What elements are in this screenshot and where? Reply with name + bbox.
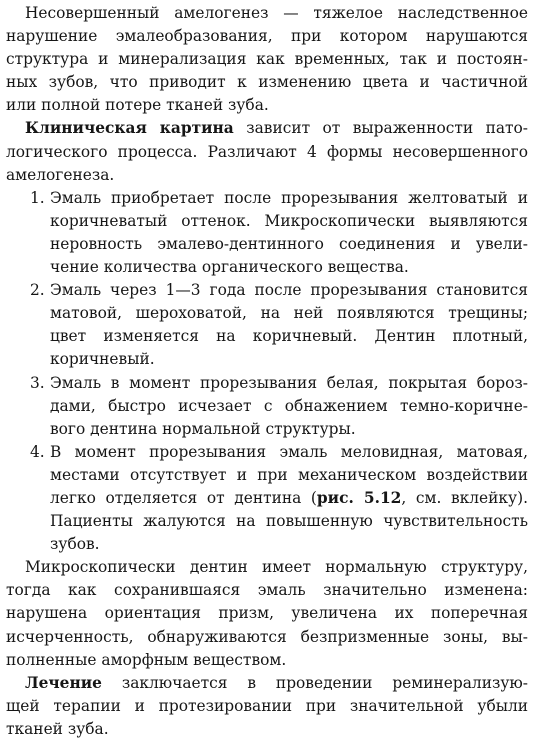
treatment-heading: Лечение	[25, 673, 102, 692]
text-line: полненные аморфным веществом.	[6, 650, 287, 669]
text-line	[6, 117, 528, 140]
text-line: цвет изменяется на коричневый. Дентин плотный,	[50, 327, 528, 346]
list-number: 3.	[30, 373, 45, 392]
text-line	[6, 187, 528, 210]
text-line: чение количества органического вещества.	[50, 258, 409, 277]
text-line: матовой, шероховатой, на ней появляются трещины;	[50, 304, 528, 323]
text-line: коричневатый оттенок. Микроскопически выявляются	[50, 211, 528, 230]
text-run: Эмаль через 1—3 года после прорезывания становится	[50, 281, 528, 300]
text-line: структура и минерализация как временных, так и постоян-	[6, 50, 528, 69]
list-item	[6, 279, 528, 371]
text-run: легко отделяется от дентина (	[50, 488, 317, 507]
text-run: Эмаль приобретает после прорезывания желтоватый и	[50, 188, 528, 207]
text-run: зависит от выраженности пато-	[233, 119, 528, 138]
forms-list	[6, 187, 528, 557]
list-item	[6, 187, 528, 279]
text-line: дами, быстро исчезает с обнажением темно-коричне-	[50, 396, 528, 415]
list-number: 1.	[30, 188, 45, 207]
text-line: тогда как сохранившаяся эмаль значительно изменена:	[6, 581, 528, 600]
text-run: , см. вклейку).	[401, 488, 528, 507]
text-line: зубов.	[50, 535, 100, 554]
text-line: нарушена ориентация призм, увеличена их поперечная	[6, 604, 528, 623]
text-line: тканей зуба.	[6, 719, 109, 738]
text-line: Микроскопически дентин имеет нормальную структуру,	[25, 558, 528, 577]
text-line: или полной потере тканей зуба.	[6, 96, 269, 115]
text-line: амелогенеза.	[6, 165, 115, 184]
list-item	[6, 372, 528, 441]
text-line: нарушение эмалеобразования, при котором нарушаются	[6, 27, 528, 46]
text-run: В момент прорезывания эмаль меловидная, матовая,	[50, 442, 528, 461]
clinical-picture-heading: Клиническая картина	[25, 119, 234, 138]
text-line: коричневый.	[50, 350, 155, 369]
microscopy-paragraph	[6, 556, 528, 671]
text-run: Эмаль в момент прорезывания белая, покрытая бороз-	[50, 373, 528, 392]
treatment-paragraph	[6, 672, 528, 741]
clinical-picture-paragraph	[6, 117, 528, 186]
text-line	[6, 487, 528, 510]
list-item	[6, 441, 528, 556]
text-line: ных зубов, что приводит к изменению цвета и частичной	[6, 73, 528, 92]
text-line: Пациенты жалуются на повышенную чувствительность	[50, 512, 528, 531]
list-number: 4.	[30, 442, 45, 461]
text-line: щей терапии и протезировании при значительной убыли	[6, 696, 528, 715]
figure-reference: рис. 5.12	[316, 488, 402, 507]
list-number: 2.	[30, 281, 45, 300]
text-line: исчерченность, обнаруживаются безпризменные зоны, вы-	[6, 627, 528, 646]
text-line	[6, 441, 528, 464]
text-line	[6, 279, 528, 302]
text-line: логического процесса. Различают 4 формы несовершенного	[6, 142, 528, 161]
text-run: заключается в проведении реминерализую-	[101, 673, 528, 692]
text-line: Несовершенный амелогенез — тяжелое наследственное	[25, 4, 528, 22]
text-line	[6, 672, 528, 695]
text-line: неровность эмалево-дентинного соединения и увели-	[50, 234, 528, 253]
text-line: вого дентина нормальной структуры.	[50, 419, 356, 438]
text-line: местами отсутствует и при механическом воздействии	[50, 465, 528, 484]
intro-paragraph	[6, 2, 528, 117]
text-line	[6, 372, 528, 395]
